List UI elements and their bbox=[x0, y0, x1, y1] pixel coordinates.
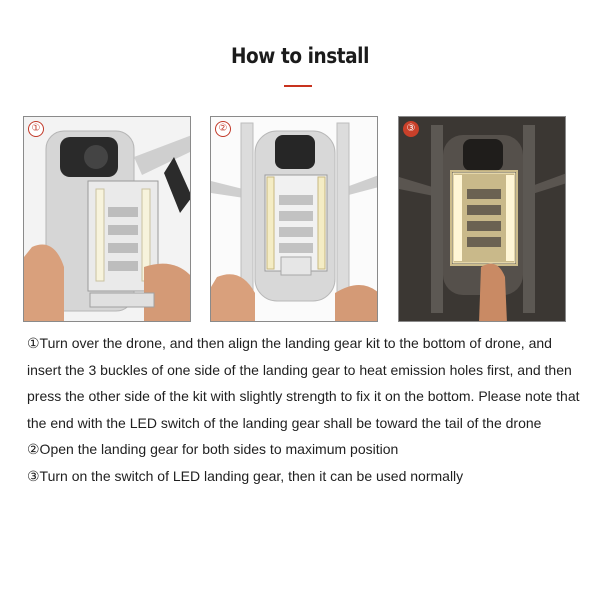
step-1-badge: ① bbox=[28, 121, 44, 137]
instructions bbox=[27, 330, 587, 489]
drone-landing-gear-open-photo bbox=[211, 117, 378, 322]
drone-hand-install-photo bbox=[24, 117, 191, 322]
step-1-photo bbox=[23, 116, 191, 322]
step-2-photo bbox=[210, 116, 378, 322]
step-3-badge: ③ bbox=[403, 121, 419, 137]
instruction-step-3: ③Turn on the switch of LED landing gear, then it can be used normally bbox=[27, 467, 464, 484]
page-title: How to install bbox=[231, 44, 369, 68]
step-2-badge: ② bbox=[215, 121, 231, 137]
step-3-photo bbox=[398, 116, 566, 322]
title-underline bbox=[284, 85, 312, 87]
instruction-step-2: ②Open the landing gear for both sides to maximum position bbox=[27, 441, 399, 457]
drone-led-on-photo bbox=[399, 117, 566, 322]
instruction-step-1: ①Turn over the drone, and then align the landing gear kit to the bottom of drone, and insert the 3 buckles of one side of the landing gear to heat emission holes first, and then press the other side of the kit with slightly strength to fix it on the bottom. Please note that the end with the LED switch of the landing gear shall be toward the tail of the drone bbox=[27, 335, 580, 431]
